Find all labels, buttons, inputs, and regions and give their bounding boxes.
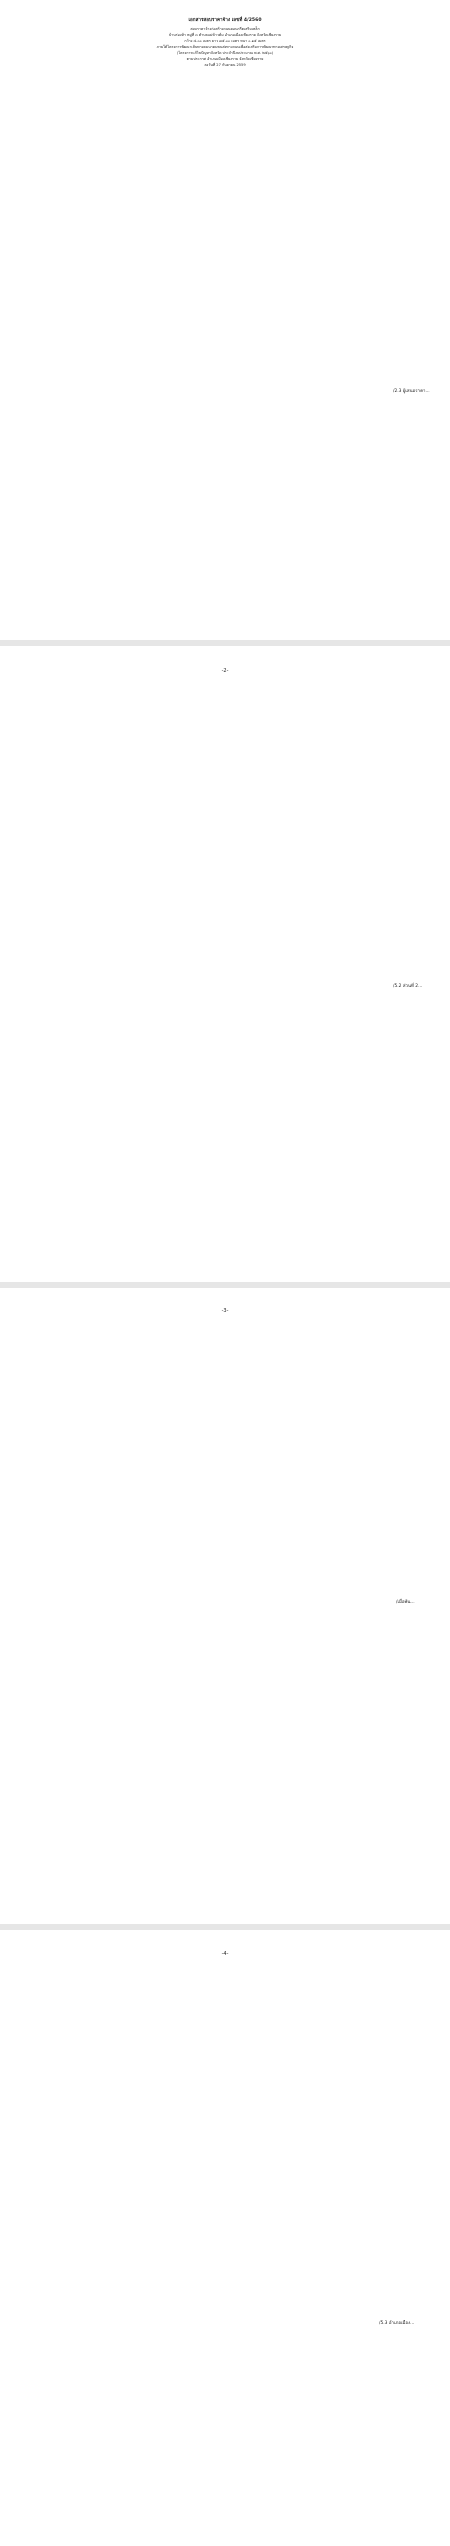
document-subtitle-3: กว้าง ๔.๐๐ เมตร ยาว ๗๕.๐๐ เมตร หนา ๐.๑๕ เมตร (184, 39, 266, 43)
document-page-2 (0, 646, 450, 1282)
document-page-1 (0, 0, 450, 640)
document-subtitle-2: บ้านร่องห้า หมู่ที่ ๓ ตำบลแม่ข้าวต้ม อำเภอเมืองเชียงราย จังหวัดเชียงราย (168, 33, 282, 37)
page-number-4: -4- (221, 1951, 229, 1957)
document-page-4 (0, 1930, 450, 2546)
page-2-continuation: /5.2 ส่วนที่ 2... (393, 984, 423, 989)
page-3-continuation: /เมื่อพ้น... (396, 1600, 415, 1605)
document-subtitle-4: ภายใต้โครงการพัฒนาเส้นทางคมนาคมขนส่งทางถนนเพื่อส่งเสริมการพัฒนาทางเศรษฐกิจ (156, 45, 294, 49)
document-subtitle-5: (โครงการแก้ไขปัญหาจังหวัด ประจำปีงบประมาณ พ.ศ. ๒๕๖๐) (176, 51, 274, 55)
document-page-3 (0, 1288, 450, 1924)
page-number-3: -3- (221, 1308, 229, 1314)
document-date: ลงวันที่ 27 กันยายน 2559 (204, 63, 246, 67)
page-1-continuation: /2.3 ผู้เสนอราคา... (393, 389, 430, 394)
document-title: เอกสารสอบราคาจ้าง เลขที่ 4/2560 (188, 18, 262, 23)
page-4-continuation: /5.3 อำเภอเมือง... (379, 2321, 415, 2326)
document-subtitle-1: สอบราคาจ้างก่อสร้างถนนคอนกรีตเสริมเหล็ก (190, 27, 260, 31)
document-subtitle-6: ตามประกาศ อำเภอเมืองเชียงราย จังหวัดเชียงราย (186, 57, 264, 61)
page-number-2: -2- (221, 668, 229, 674)
